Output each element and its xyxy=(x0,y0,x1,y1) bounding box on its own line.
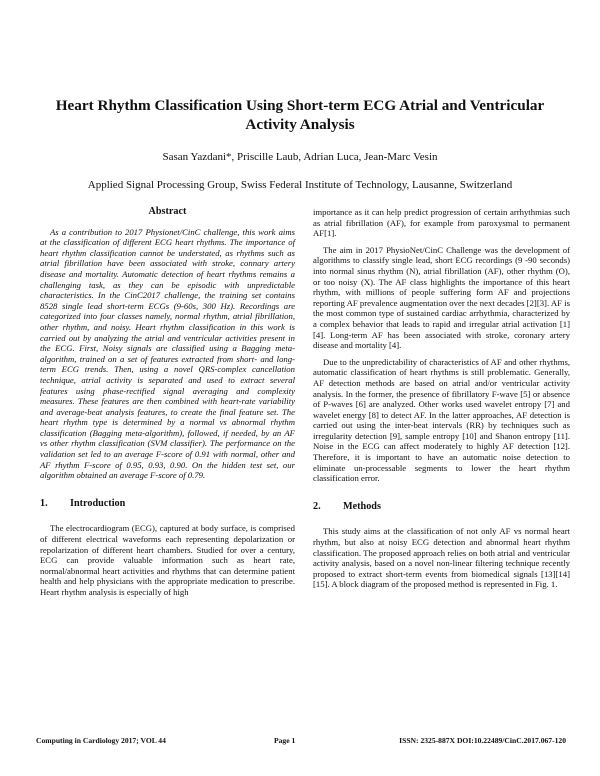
section-number: 2. xyxy=(313,500,321,512)
footer-issn-doi: ISSN: 2325-887X DOI:10.22489/CinC.2017.067-120 xyxy=(399,736,566,745)
methods-paragraph: This study aims at the classification of not only AF vs normal heart rhythm, but also at noisy ECG detection and abnormal heart rhythm classification. The proposed approach relies on both atrial and ventricular activity analysis, based on a novel non-linear filtering technique recently proposed to extract short-term events from biomedical signals [13][14][15]. A block diagram of the proposed method is represented in Fig. 1. xyxy=(313,526,570,590)
abstract-heading: Abstract xyxy=(148,206,187,217)
body-paragraph: The aim in 2017 PhysioNet/CinC Challenge was the development of algorithms to classify single lead, short ECG recordings (9 -90 seconds) into normal sinus rhythm (N), atrial fibrillation (AF), other rhythm (O), or too noisy (X). The AF class highlights the importance of this heart rhythm, with millions of people suffering form AF and projections reporting AF prevalence augmentation over the next decades [2][3]. AF is the most common type of sustained cardiac arrhythmia, characterized by a complex behavior that leads to rapid and irregular atrial activation [1][4]. Long-term AF has been associated with stroke, coronary artery disease and mortality [4]. xyxy=(313,244,570,351)
author-list: Sasan Yazdani*, Priscille Laub, Adrian Luca, Jean-Marc Vesin xyxy=(162,151,438,163)
section-number: 1. xyxy=(40,497,48,509)
body-paragraph: Due to the unpredictability of characteristics of AF and other rhythms, automatic classification of heart rhythms is still problematic. Generally, AF detection methods are based on atrial and/or ventricular activity analysis. In the former, the presence of fibrillatory F-wave [5] or absence of P-waves [6] are analyzed. Other works used wavelet entropy [7] and wavelet energy [8] to detect AF. In the latter approaches, AF detection is carried out using the inter-beat intervals (RR) by techniques such as irregularity detection [9], sample entropy [10] and Shanon entropy [11]. Noise in the ECG can affect moderately to highly AF detection [12]. Therefore, it is important to have an automatic noise detection to eliminate un-processable segments to lower the heart rhythm classification error. xyxy=(313,356,570,484)
left-column xyxy=(40,207,295,604)
section-title: Introduction xyxy=(70,497,126,509)
section-title: Methods xyxy=(343,500,381,512)
right-column xyxy=(313,207,570,596)
paper-title: Heart Rhythm Classification Using Short-term ECG Atrial and Ventricular Activity Analysis xyxy=(55,97,545,133)
footer-page-number: Page 1 xyxy=(274,736,296,745)
section-heading-methods xyxy=(313,502,570,513)
abstract-text: As a contribution to 2017 Physionet/CinC challenge, this work aims at the classification of different ECG heart rhythms. The importance of heart rhythm classification cannot be understated, as rhythms such as atrial fibrillation have been associated with stroke, connary artery disease and mortality. Automatic detection of heart rhythms remains a challenging task, as they can be episodic with unpredictable characteristics. In the CinC2017 challenge, the training set contains 8528 single lead short-term ECGs (9-60s, 300 Hz). Recordings are categorized into four classes namely, normal rhythm, atrial fibrillation, other rhythm, and noisy. Heart rhythm classification in this work is carried out by analyzing the atrial and ventricular activities present in the ECG. First, Noisy signals are classified using a Bagging meta-algorithm, trained on a set of features extracted from short- and long-term ECG trends. Then, using a novel QRS-complex cancellation technique, atrial activity is separated and used to extract several features using phase-rectified signal averaging and complexity measures. These features are then combined with heart-rate variability and average-beat analysis features, to create the final feature set. The heart rhythm type is determined by a normal vs abnormal rhythm classification (Bagging meta-algorithm), followed, if needed, by an AF vs other rhythm classification (SVM classifier). The performance on the validation set led to an average F-score of 0.91 with normal, other and AF rhythm F-score of 0.95, 0.93, 0.90. On the hidden test set, our algorithm obtained an average F-score of 0.79. xyxy=(40,226,295,481)
affiliation: Applied Signal Processing Group, Swiss Federal Institute of Technology, Lausanne, Switzerland xyxy=(87,179,513,191)
intro-paragraph: The electrocardiogram (ECG), captured at body surface, is comprised of different electrical waveforms each representing depolarization or repolarization of different heart chambers. Studied for over a century, ECG can provide valuable information such as heart rate, normal/abnormal heart activities and rhythms that can determine patient health and help physicians with the appropriate medication to prescribe. Heart rhythm analysis is especially of high xyxy=(40,523,295,597)
section-heading-introduction xyxy=(40,499,295,510)
body-paragraph: importance as it can help predict progression of certain arrhythmias such as atrial fibrillation (AF), for example from paroxysmal to permanent AF[1]. xyxy=(313,207,570,239)
footer-journal: Computing in Cardiology 2017; VOL 44 xyxy=(36,736,166,745)
